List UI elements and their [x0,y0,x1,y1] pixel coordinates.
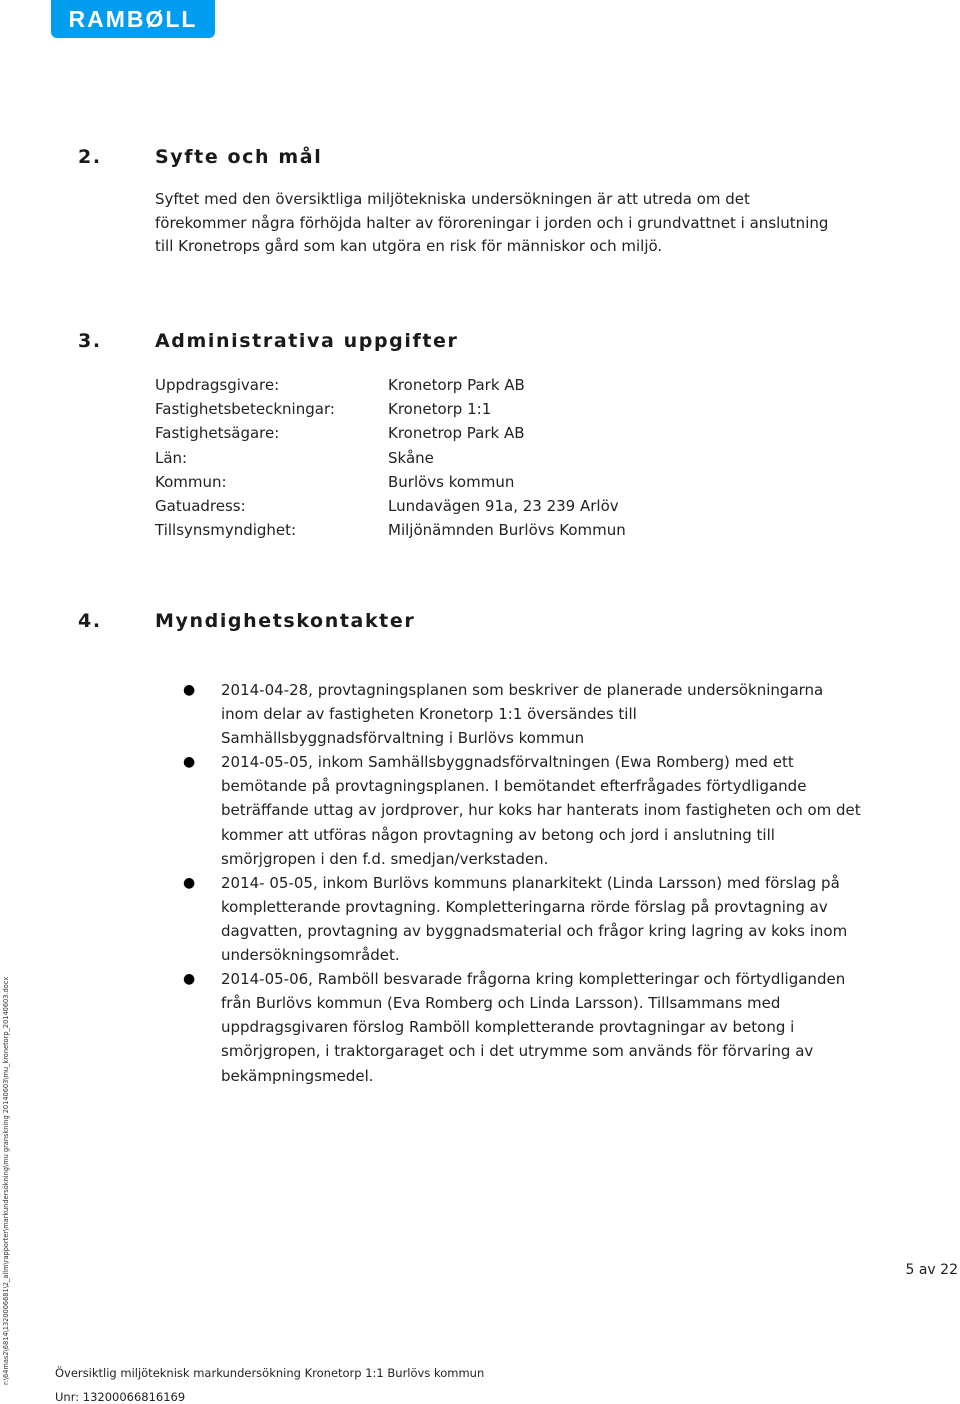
admin-label: Län: [155,448,188,467]
admin-value: Miljönämnden Burlövs Kommun [388,521,626,540]
footer-unr: Unr: 13200066816169 [55,1390,186,1404]
admin-value: Kronetorp 1:1 [388,400,492,419]
contacts-list [183,678,863,1088]
section-3-number: 3. [78,330,102,352]
section-2-heading [78,146,322,168]
admin-details-list [155,373,626,542]
admin-value: Lundavägen 91a, 23 239 Arlöv [388,496,619,515]
section-3-heading [78,330,459,352]
bullet-icon: ● [183,874,196,891]
footer-document-title: Översiktlig miljöteknisk markundersökning Kronetorp 1:1 Burlövs kommun [55,1366,485,1380]
section-4-heading [78,610,415,632]
section-2-number: 2. [78,146,102,168]
logo-text: RAMBØLL [68,5,198,32]
contact-text: 2014-04-28, provtagningsplanen som beskriver de planerade undersökningarna inom delar av fastigheten Kronetorp 1:1 översändes till Samhällsbyggnadsförvaltning i Burlövs kommun [221,681,824,748]
admin-value: Kronetrop Park AB [388,424,525,443]
ramboll-logo [51,0,215,38]
contact-text: 2014-05-05, inkom Samhällsbyggnadsförvaltningen (Ewa Romberg) med ett bemötande på provtagningsplanen. I bemötandet efterfrågades förtydligande beträffande uttag av jordprover, hur koks har hanterats inom fastigheten och om det kommer att utföras någon provtagning av betong och jord i anslutning till smörjgropen i den f.d. smedjan/verkstaden. [221,753,861,868]
admin-value: Kronetorp Park AB [388,376,525,394]
section-4-number: 4. [78,610,102,632]
admin-label: Uppdragsgivare: [155,376,280,394]
admin-label: Fastighetsbeteckningar: [155,400,335,419]
bullet-icon: ● [183,971,196,988]
bullet-icon: ● [183,682,196,698]
admin-value: Skåne [388,448,434,467]
admin-label: Kommun: [155,472,227,491]
contact-item [183,967,863,1087]
bullet-icon: ● [183,754,196,771]
section-2-title: Syfte och mål [155,146,323,168]
section-3-title: Administrativa uppgifter [155,330,459,352]
admin-row [155,373,626,397]
admin-row [155,494,626,518]
contact-text: 2014- 05-05, inkom Burlövs kommuns planarkitekt (Linda Larsson) med förslag på kompletterande provtagning. Kompletteringarna rörde förslag på provtagning av dagvatten, provtagning av byggnadsmaterial och frågor kring lagring av koks inom undersökningsområdet. [221,873,848,965]
admin-row [155,470,626,494]
side-file-path: r:\64mas2\6814\1320006681\2_allm\rapporter\markundersökning\mu granskning 20140603\mu_kronetorp_20140603.docx [2,976,10,1385]
section-4-title: Myndighetskontakter [155,610,416,632]
contact-text: 2014-05-06, Ramböll besvarade frågorna kring kompletteringar och förtydliganden från Burlövs kommun (Eva Romberg och Linda Larsson). Tillsammans med uppdragsgivaren förslog Ramböll kompletterande provtagningar av betong i smörjgropen, i traktorgaraget och i det utrymme som används för förvaring av bekämpningsmedel. [221,970,846,1085]
admin-row [155,421,626,445]
admin-row [155,446,626,470]
admin-label: Fastighetsägare: [155,424,280,443]
contact-item [183,678,863,750]
section-2-paragraph: Syftet med den översiktliga miljötekniska undersökningen är att utreda om det förekommer några förhöjda halter av föroreningar i jorden och i grundvattnet i anslutning till Kronetrops gård som kan utgöra en risk för människor och miljö. [155,190,829,255]
admin-label: Gatuadress: [155,496,246,515]
admin-label: Tillsynsmyndighet: [155,521,297,540]
admin-row [155,518,626,542]
contact-item [183,750,863,870]
contact-item [183,871,863,967]
page-number: 5 av 22 [905,1262,958,1278]
admin-value: Burlövs kommun [388,472,515,491]
admin-row [155,397,626,421]
